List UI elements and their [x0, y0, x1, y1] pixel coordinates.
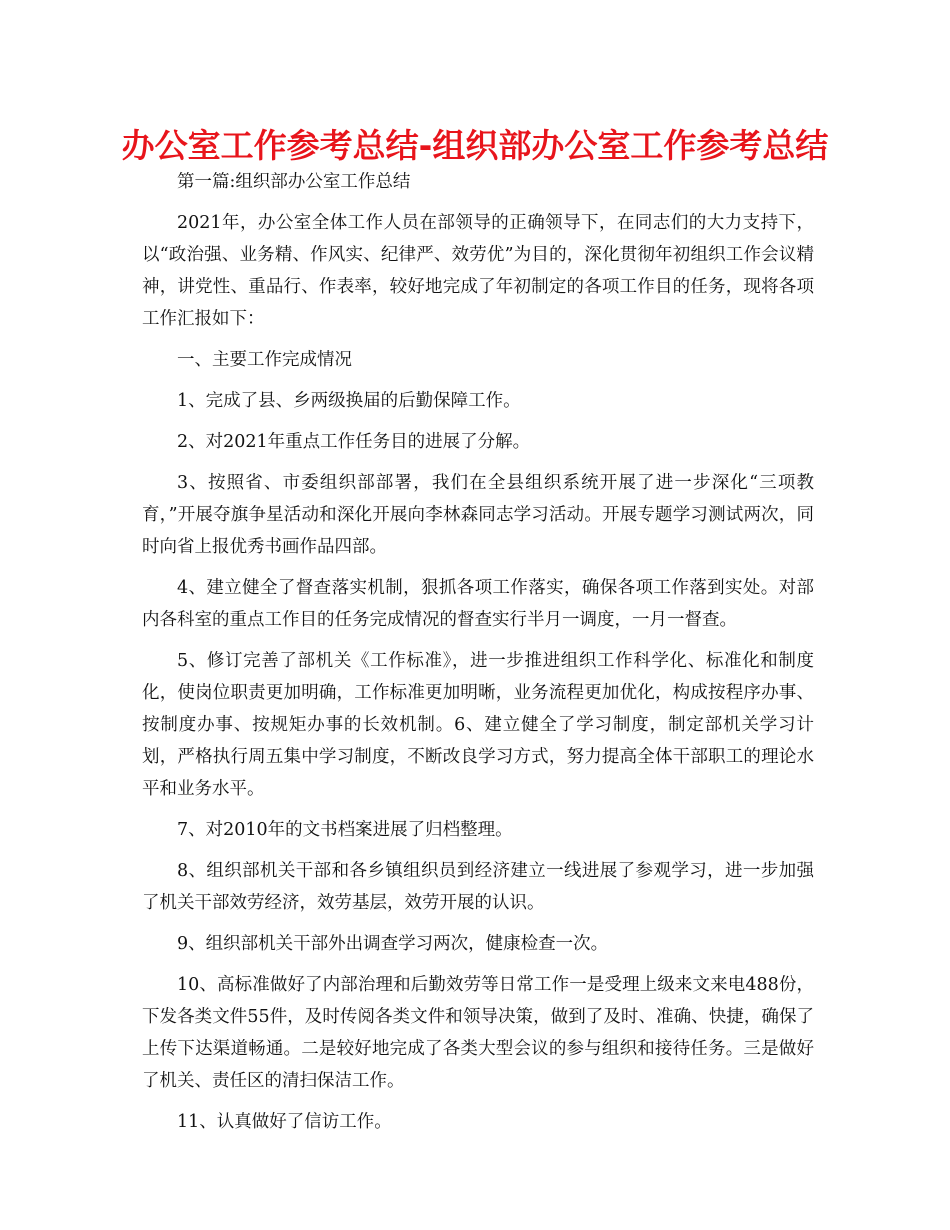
paragraph-item-10: 10、高标准做好了内部治理和后勤效劳等日常工作一是受理上级来文来电488份，下发各类文件55件，及时传阅各类文件和领导决策，做到了及时、准确、快捷，确保了上传下达渠道畅通。二是较好地完成了各类大型会议的参与组织和接待任务。三是做好了机关、责任区的清扫保洁工作。 [142, 975, 814, 1091]
paragraph-item-11: 11、认真做好了信访工作。 [177, 1112, 392, 1132]
paragraph-item-7: 7、对2010年的文书档案进展了归档整理。 [177, 820, 513, 840]
paragraph-intro: 2021年，办公室全体工作人员在部领导的正确领导下，在同志们的大力支持下，以“政治强、业务精、作风实、纪律严、效劳优”为目的，深化贯彻年初组织工作会议精神，讲党性、重品行、作表率，较好地完成了年初制定的各项工作目的任务，现将各项工作汇报如下： [142, 213, 814, 329]
document-title: 办公室工作参考总结-组织部办公室工作参考总结 [121, 126, 829, 165]
paragraph-item-2: 2、对2021年重点工作任务目的进展了分解。 [177, 432, 531, 452]
paragraph-item-4: 4、建立健全了督查落实机制，狠抓各项工作落实，确保各项工作落到实处。对部内各科室的重点工作目的任务完成情况的督查实行半月一调度，一月一督查。 [142, 578, 814, 630]
paragraph-item-9: 9、组织部机关干部外出调查学习两次，健康检查一次。 [177, 934, 609, 954]
paragraph-item-5: 5、修订完善了部机关《工作标准》，进一步推进组织工作科学化、标准化和制度化，使岗位职责更加明确，工作标准更加明晰，业务流程更加优化，构成按程序办事、按制度办事、按规矩办事的长效机制。6、建立健全了学习制度，制定部机关学习计划，严格执行周五集中学习制度，不断改良学习方式，努力提高全体干部职工的理论水平和业务水平。 [142, 651, 814, 799]
section-heading: 第一篇:组织部办公室工作总结 [177, 172, 411, 192]
document-body [142, 166, 814, 1138]
paragraph-subheading: 一、主要工作完成情况 [177, 350, 352, 370]
paragraph-item-1: 1、完成了县、乡两级换届的后勤保障工作。 [177, 391, 521, 411]
paragraph-item-8: 8、组织部机关干部和各乡镇组织员到经济建立一线进展了参观学习，进一步加强了机关干部效劳经济，效劳基层，效劳开展的认识。 [142, 861, 814, 913]
paragraph-item-3: 3、按照省、市委组织部部署，我们在全县组织系统开展了进一步深化“三项教育，”开展夺旗争星活动和深化开展向李林森同志学习活动。开展专题学习测试两次，同时向省上报优秀书画作品四部。 [142, 473, 814, 557]
